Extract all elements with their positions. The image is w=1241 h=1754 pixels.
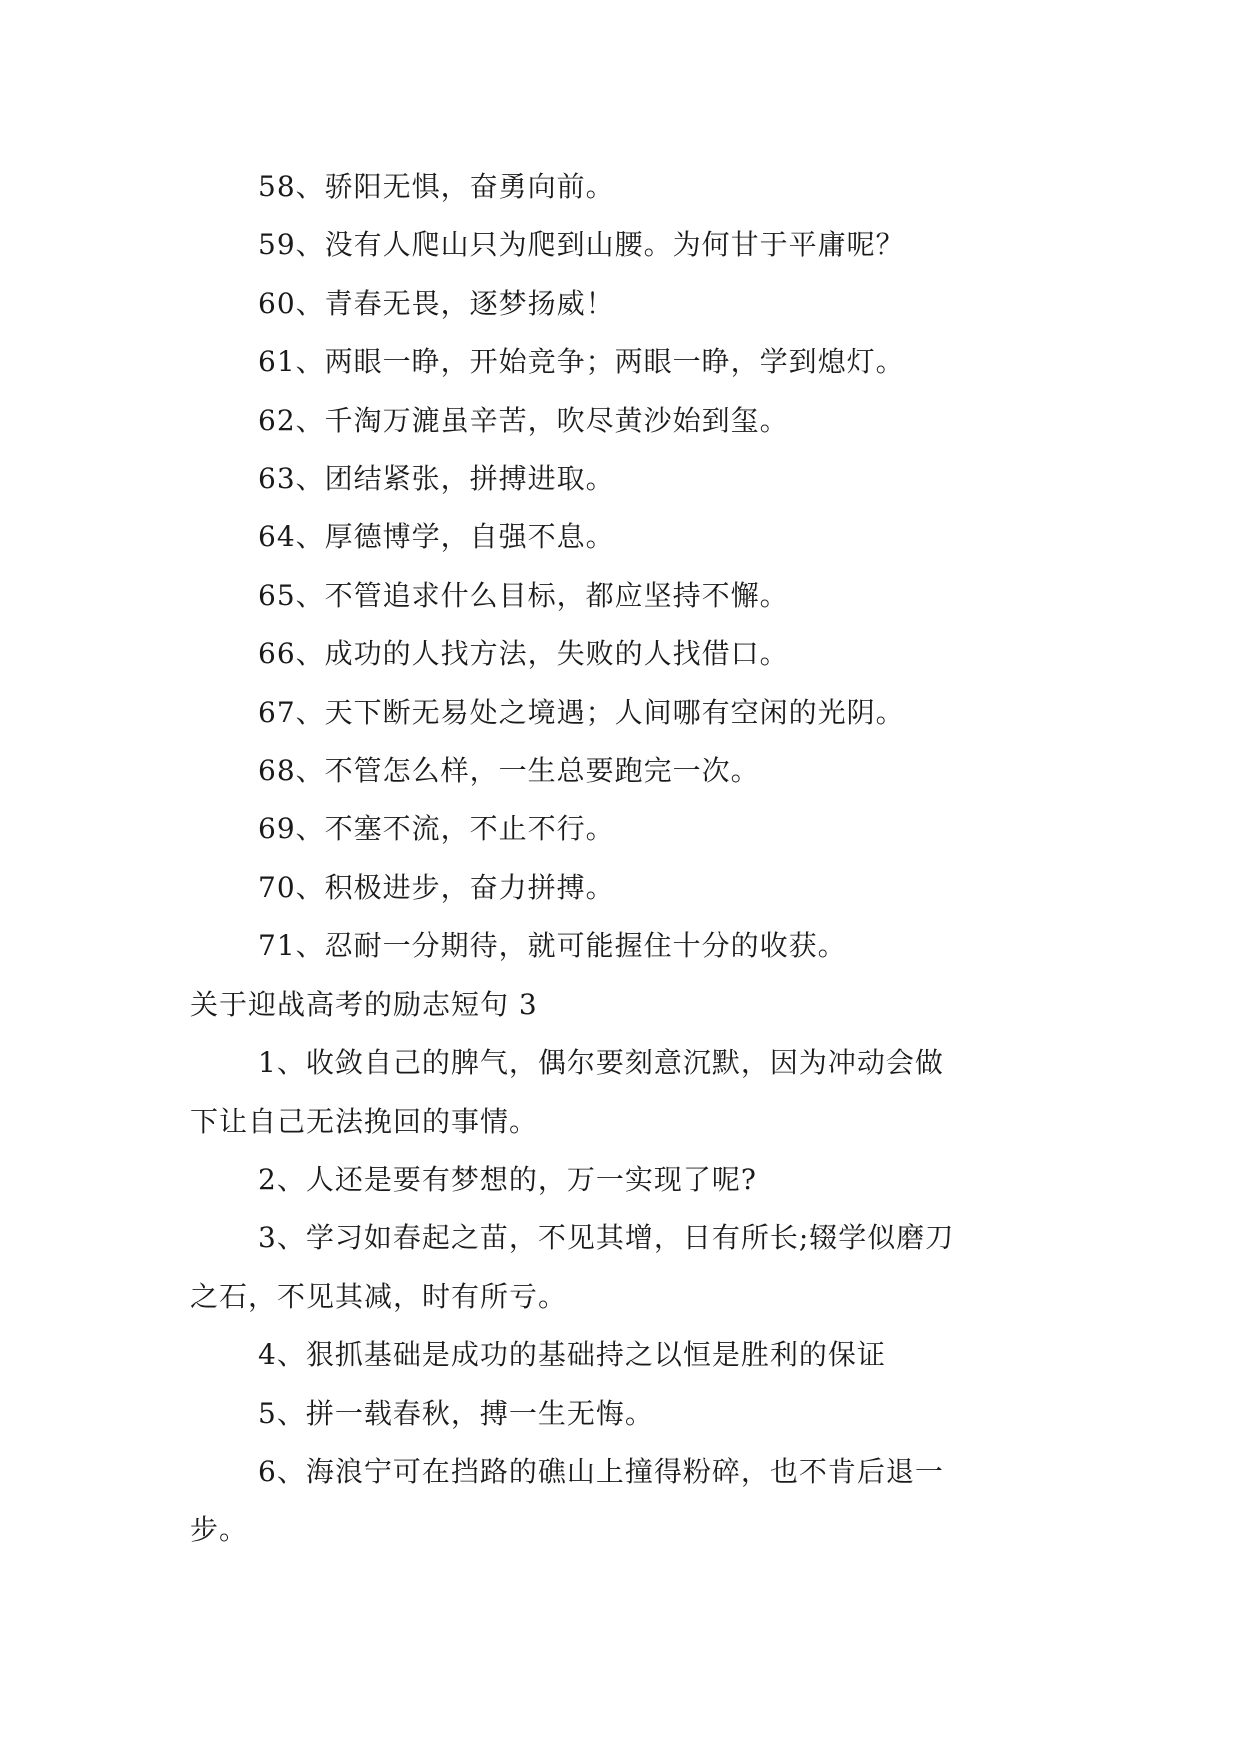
document-content — [190, 158, 1055, 1560]
list-item: 6、海浪宁可在挡路的礁山上撞得粉碎，也不肯后退一 — [258, 1454, 944, 1488]
list-item: 61、两眼一睁，开始竞争；两眼一睁，学到熄灯。 — [258, 345, 905, 379]
list-item: 58、骄阳无惧，奋勇向前。 — [258, 170, 615, 203]
list-item: 68、不管怎么样，一生总要跑完一次。 — [258, 754, 760, 788]
list-item-continuation: 下让自己无法挽回的事情。 — [190, 1104, 539, 1138]
list-item: 1、收敛自己的脾气，偶尔要刻意沉默，因为冲动会做 — [258, 1046, 944, 1080]
list-item: 5、拼一载春秋，搏一生无悔。 — [258, 1396, 654, 1430]
list-item: 66、成功的人找方法，失败的人找借口。 — [258, 637, 789, 671]
list-item: 4、狠抓基础是成功的基础持之以恒是胜利的保证 — [258, 1338, 886, 1372]
list-item: 70、积极进步，奋力拼搏。 — [258, 870, 615, 904]
list-item: 64、厚德博学，自强不息。 — [258, 520, 615, 554]
list-item: 71、忍耐一分期待，就可能握住十分的收获。 — [258, 929, 847, 963]
list-item: 65、不管追求什么目标，都应坚持不懈。 — [258, 578, 789, 612]
list-item: 67、天下断无易处之境遇；人间哪有空闲的光阴。 — [258, 695, 905, 729]
list-item: 60、青春无畏，逐梦扬威！ — [258, 286, 615, 320]
list-item: 59、没有人爬山只为爬到山腰。为何甘于平庸呢？ — [258, 228, 905, 262]
list-item-continuation: 步。 — [190, 1513, 249, 1547]
list-item: 3、学习如春起之苗，不见其增，日有所长;辍学似磨刀 — [258, 1221, 955, 1255]
list-item: 62、千淘万漉虽辛苦，吹尽黄沙始到玺。 — [258, 403, 789, 437]
section-heading: 关于迎战高考的励志短句 3 — [190, 987, 538, 1021]
list-item: 63、团结紧张，拼搏进取。 — [258, 462, 615, 496]
list-item: 2、人还是要有梦想的，万一实现了呢? — [258, 1162, 757, 1196]
list-item-continuation: 之石，不见其减，时有所亏。 — [190, 1279, 568, 1313]
list-item: 69、不塞不流，不止不行。 — [258, 812, 615, 846]
